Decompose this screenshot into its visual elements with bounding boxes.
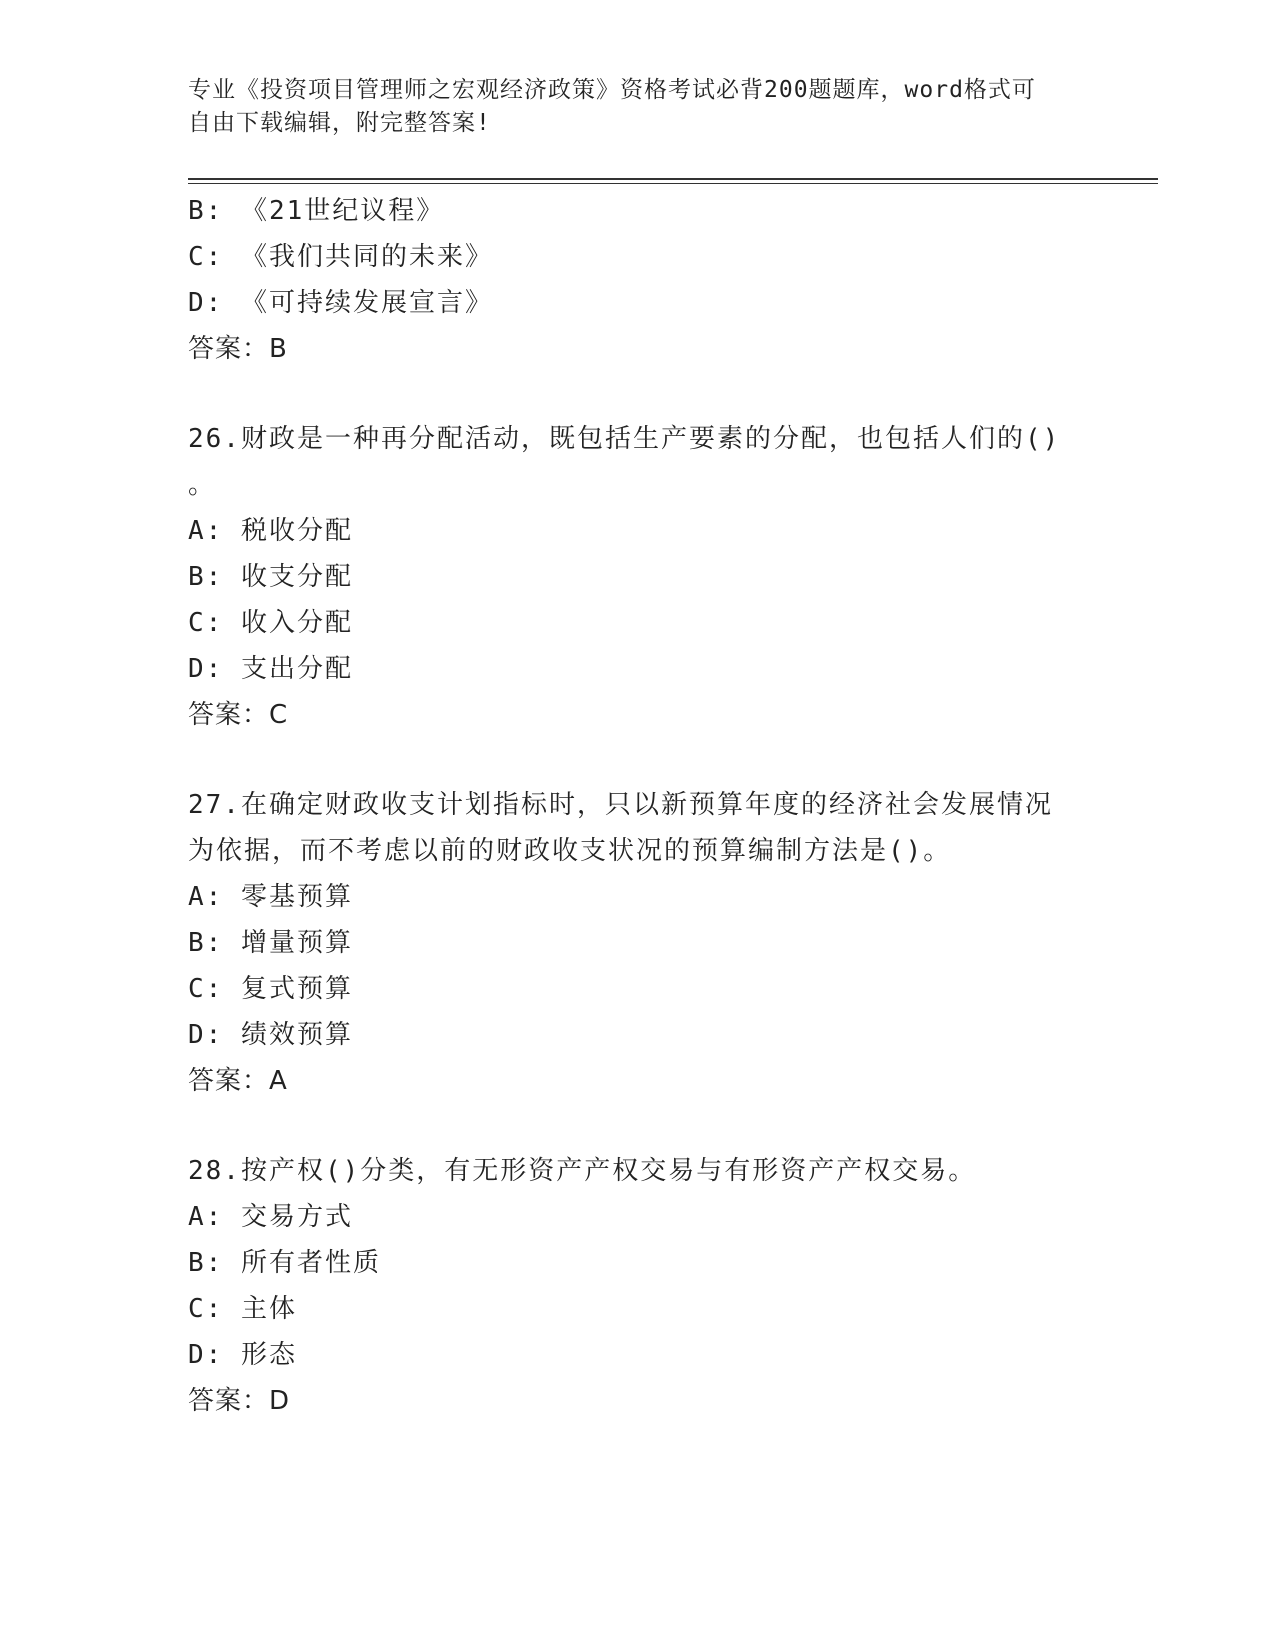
document-header [188, 74, 1068, 140]
question-list [188, 188, 1088, 1424]
option-d: D: 形态 [188, 1340, 297, 1370]
option-b: B: 收支分配 [188, 562, 353, 592]
header-line-1: 专业《投资项目管理师之宏观经济政策》资格考试必背200题题库，word格式可 [188, 77, 1036, 103]
option-b: B: 增量预算 [188, 928, 353, 958]
header-divider-thick [188, 178, 1158, 180]
question-stem-line-1: 26.财政是一种再分配活动，既包括生产要素的分配，也包括人们的() [188, 424, 1061, 454]
option-d: D: 《可持续发展宣言》 [188, 288, 493, 318]
question-25-remainder [188, 188, 1088, 372]
option-a: A: 交易方式 [188, 1202, 353, 1232]
option-b: B: 所有者性质 [188, 1248, 381, 1278]
question-28 [188, 1148, 1088, 1424]
header-divider-thin [188, 183, 1158, 184]
option-c: C: 收入分配 [188, 608, 353, 638]
option-c: C: 《我们共同的未来》 [188, 242, 493, 272]
answer-line: 答案：A [188, 1066, 288, 1096]
option-c: C: 复式预算 [188, 974, 353, 1004]
question-stem-line-1: 28.按产权()分类，有无形资产产权交易与有形资产产权交易。 [188, 1156, 977, 1186]
question-26 [188, 416, 1088, 738]
option-d: D: 绩效预算 [188, 1020, 353, 1050]
option-a: A: 零基预算 [188, 882, 353, 912]
answer-line: 答案：D [188, 1386, 291, 1416]
header-line-2: 自由下载编辑，附完整答案! [188, 110, 491, 136]
option-a: A: 税收分配 [188, 516, 353, 546]
option-b: B: 《21世纪议程》 [188, 196, 445, 226]
question-stem-line-2: 。 [188, 470, 217, 500]
answer-line: 答案：C [188, 700, 289, 730]
question-27 [188, 782, 1088, 1104]
question-stem-line-1: 27.在确定财政收支计划指标时，只以新预算年度的经济社会发展情况 [188, 790, 1053, 820]
option-c: C: 主体 [188, 1294, 297, 1324]
option-d: D: 支出分配 [188, 654, 353, 684]
question-stem-line-2: 为依据，而不考虑以前的财政收支状况的预算编制方法是()。 [188, 836, 952, 866]
answer-line: 答案：B [188, 334, 288, 364]
